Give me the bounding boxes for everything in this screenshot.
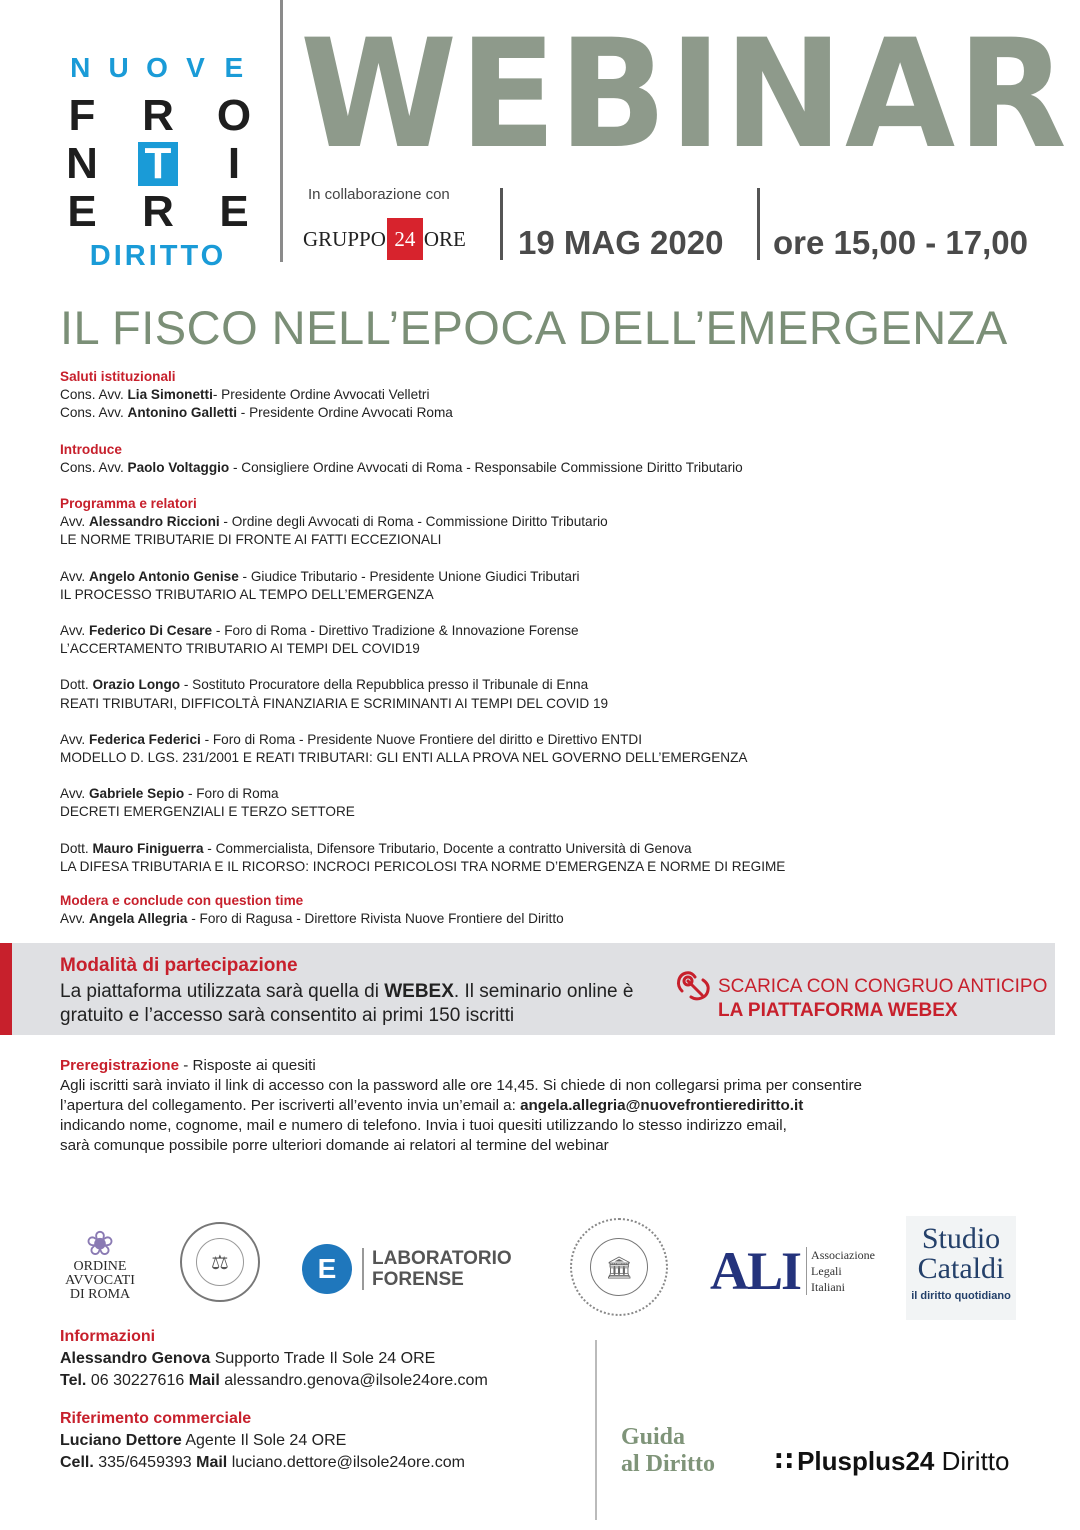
event-time: ore 15,00 - 17,00 [773,224,1029,261]
date-divider [500,188,503,260]
logo-diritto: DIRITTO [89,240,227,272]
webex-download-cta[interactable] [718,975,1047,1023]
ordine-avvocati-roma-logo: ❀ ORDINE AVVOCATI DI ROMA [60,1230,140,1302]
talk-topic: IL PROCESSO TRIBUTARIO AL TEMPO DELL’EMERGENZA [60,586,434,602]
logo-row-2 [62,140,254,188]
section-heading: Preregistrazione [60,1057,180,1074]
logo-letter: U [108,52,131,83]
prereg-text: Agli iscritti sarà inviato il link di accesso con la password alle ore 14,45. Si chiede di non collegarsi prima per consentire [60,1077,862,1094]
gruppo-text: GRUPPO [303,226,386,251]
temple-icon: 🏛 [590,1238,648,1296]
header-divider [280,0,283,262]
webinar-title: WEBINAR [300,8,1069,182]
contact-email-link[interactable]: luciano.dettore@ilsole24ore.com [227,1454,465,1471]
relatore-item [60,568,1020,604]
speaker-line: Avv. Federico Di Cesare - Foro di Roma - Direttivo Tradizione & Innovazione Forense [60,623,579,639]
page-title: IL FISCO NELL’EPOCA DELL’EMERGENZA [60,301,1008,354]
logo-letter: R [142,91,174,140]
knot-icon: ❀ [85,1226,115,1263]
cta-line: SCARICA CON CONGRUO ANTICIPO [718,976,1048,997]
logo-row-top [62,44,254,92]
participation-title: Modalità di partecipazione [60,955,298,976]
speaker-line: Avv. Angelo Antonio Genise - Giudice Tributario - Presidente Unione Giudici Tributari [60,568,580,584]
download-link-icon[interactable] [674,967,712,1003]
talk-topic: LA DIFESA TRIBUTARIA E IL RICORSO: INCROCI PERICOLOSI TRA NORME D’EMERGENZA E NORME DI REGIME [60,858,786,874]
section-heading: Introduce [60,441,122,457]
speaker-line: Avv. Federica Federici - Foro di Roma - Presidente Nuove Frontiere del diritto e Direttivo ENTDI [60,731,642,747]
laboratorio-forense-logo: E LABORATORIO FORENSE [302,1244,512,1294]
prereg-text: indicando nome, cognome, mail e numero di telefono. Invia i tuoi quesiti utilizzando lo stesso indirizzo email, [60,1117,787,1134]
registration-email-link[interactable]: angela.allegria@nuovefrontierediritto.it [520,1097,804,1114]
logo-letter: E [67,187,97,236]
speaker-line: Cons. Avv. Paolo Voltaggio - Consigliere Ordine Avvocati di Roma - Responsabile Commissione Diritto Tributario [60,459,743,475]
relatore-item [60,785,1020,821]
ordine-avvocati-velletri-logo [180,1222,260,1302]
contact-email-link[interactable]: alessandro.genova@ilsole24ore.com [219,1372,488,1389]
section-heading: Riferimento commerciale [60,1410,252,1427]
logo-letter-boxed: T [138,142,178,186]
speaker-line: Dott. Mauro Finiguerra - Commercialista, Difensore Tributario, Docente a contratto Università di Genova [60,840,692,856]
plusplus-icon: ∷ [775,1446,794,1476]
collab-label: In collaborazione con [308,186,450,203]
prereg-text: sarà comunque possibile porre ulteriori domande ai relatori al termine del webinar [60,1137,609,1154]
scales-icon: ⚖ [196,1238,244,1286]
logo-letter: E [219,187,249,236]
studio-cataldi-logo: Studio Cataldi il diritto quotidiano [906,1216,1016,1320]
gruppo-24-ore-logo [303,218,466,260]
logo-letter: V [186,52,207,83]
plusplus24-logo: ∷ Plusplus24 Diritto [775,1446,1010,1476]
logo-letter: O [216,91,252,140]
partner-logos [0,1210,1080,1330]
speaker-line: Dott. Orazio Longo - Sostituto Procuratore della Repubblica presso il Tribunale di Enna [60,677,589,693]
logo-letter: N [70,52,93,83]
talk-topic: MODELLO D. LGS. 231/2001 E REATI TRIBUTARI: GLI ENTI ALLA PROVA NEL GOVERNO DELL’EMERGENZA [60,750,748,766]
program-section [60,368,1020,946]
relatore-item [60,731,1020,767]
footer-divider [595,1340,597,1520]
contact-line: Tel. 06 30227616 Mail alessandro.genova@ilsole24ore.com [60,1372,488,1389]
talk-topic: REATI TRIBUTARI, DIFFICOLTÀ FINANZIARIA E SCRIMINANTI AI TEMPI DEL COVID 19 [60,695,609,711]
logo-letter: R [142,187,174,236]
relatore-item [60,840,1020,876]
relatore-item [60,513,1020,549]
time-divider [757,188,760,260]
introduce-block [60,441,1020,477]
logo-letter: E [224,52,246,83]
section-heading: Modera e conclude con question time [60,893,304,909]
logo-letter: N [66,139,98,188]
guida-al-diritto-logo: Guida al Diritto [621,1424,715,1477]
lf-emblem-icon: E [302,1244,352,1294]
modera-block [60,892,1020,928]
contact-info [60,1326,488,1474]
section-heading: Programma e relatori [60,496,197,512]
logo-row-3 [62,188,254,236]
talk-topic: DECRETI EMERGENZIALI E TERZO SETTORE [60,804,355,820]
preregistration-section: Preregistrazione - Risposte ai quesiti Agli iscritti sarà inviato il link di accesso con la password alle ore 14,45. Si chiede di non collegarsi prima per consentire l’apertura del collegamento. Per iscriverti all’evento invia un’email a: angela.allegria@nuovefrontierediritto.it indicando nome, cognome, mail e numero di telefono. Invia i tuoi quesiti utilizzando lo stesso indirizzo email, sarà comunque possibile porre ulteriori domande ai relatori al termine del webinar [60,1056,1040,1156]
ali-logo: ALI Associazione Legali Italiani [710,1241,876,1301]
logo-row-1 [62,92,254,140]
relatore-item [60,622,1020,658]
logo-letter: F [68,91,96,140]
relatore-item [60,676,1020,712]
nuove-frontiere-logo [62,44,254,276]
logo-letter: I [227,139,241,188]
saluti-block [60,368,1020,423]
cta-line-bold: LA PIATTAFORMA WEBEX [718,1000,958,1021]
speaker-line: Cons. Avv. Lia Simonetti- Presidente Ordine Avvocati Velletri [60,387,430,403]
event-date: 19 MAG 2020 [518,224,724,261]
section-heading: Saluti istituzionali [60,369,176,384]
speaker-line: Avv. Angela Allegria - Foro di Ragusa - Direttore Rivista Nuove Frontiere del Diritto [60,911,564,927]
contact-line: Cell. 335/6459393 Mail luciano.dettore@ilsole24ore.com [60,1454,465,1471]
logo-letter: O [146,52,170,83]
speaker-line: Avv. Alessandro Riccioni - Ordine degli Avvocati di Roma - Commissione Diritto Tributario [60,514,608,530]
gruppo-ore-text: ORE [423,226,466,251]
section-heading: Informazioni [60,1328,156,1345]
participation-accent [0,943,12,1035]
speaker-line: Cons. Avv. Antonino Galletti - Presidente Ordine Avvocati Roma [60,405,453,421]
talk-topic: LE NORME TRIBUTARIE DI FRONTE AI FATTI ECCEZIONALI [60,532,442,548]
participation-text: La piattaforma utilizzata sarà quella di WEBEX. Il seminario online è gratuito e l’accesso sarà consentito ai primi 150 iscritti [60,981,634,1026]
gruppo-24-box: 24 [387,218,423,260]
contact-line: Alessandro Genova Supporto Trade Il Sole 24 ORE [60,1350,436,1367]
contact-line: Luciano Dettore Agente Il Sole 24 ORE [60,1432,347,1449]
institutional-seal-logo [570,1218,668,1316]
speaker-line: Avv. Gabriele Sepio - Foro di Roma [60,786,279,802]
talk-topic: L’ACCERTAMENTO TRIBUTARIO AI TEMPI DEL COVID19 [60,641,420,657]
